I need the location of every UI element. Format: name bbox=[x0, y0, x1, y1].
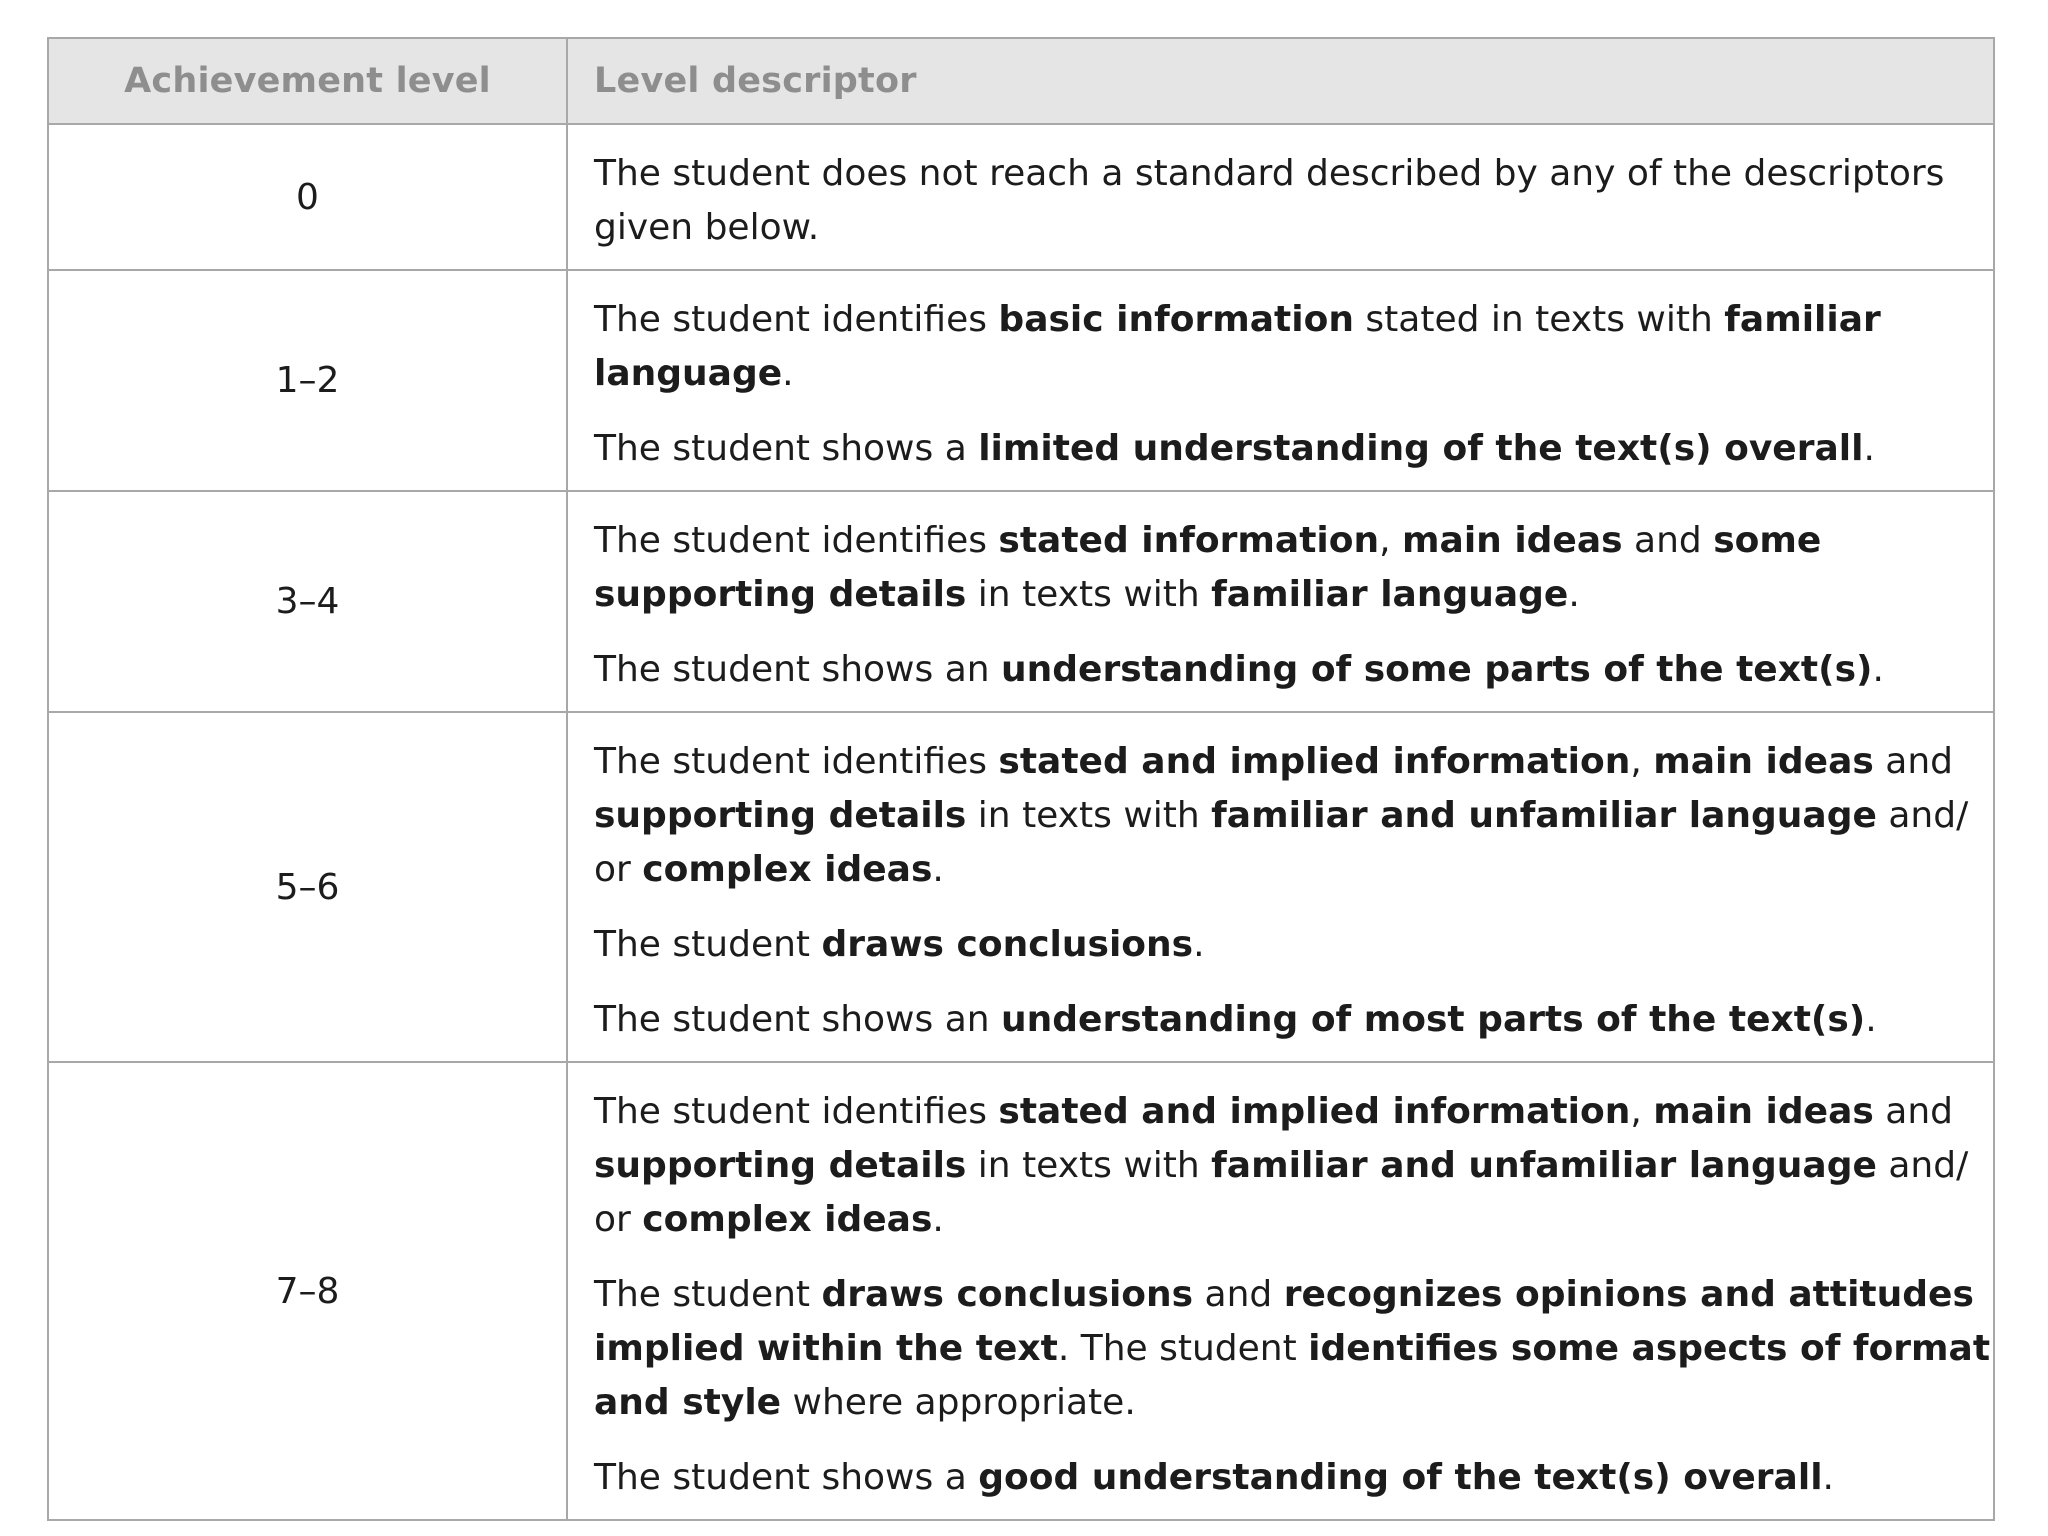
descriptor-text: in texts with bbox=[966, 1145, 1212, 1186]
descriptor-text: and bbox=[1622, 520, 1714, 561]
descriptor-paragraph bbox=[594, 993, 1953, 1047]
descriptor-text: . bbox=[1822, 1457, 1834, 1498]
descriptor-emphasis: supporting details bbox=[594, 574, 967, 615]
descriptor-text: , bbox=[1630, 741, 1654, 782]
descriptor-text: in texts with bbox=[966, 795, 1212, 836]
descriptor-emphasis: complex ideas bbox=[642, 849, 933, 890]
table-row bbox=[48, 491, 1994, 712]
descriptor-text: and bbox=[1873, 741, 1953, 782]
descriptor-text: The student shows a bbox=[594, 1457, 979, 1498]
descriptor-emphasis: implied within the text bbox=[594, 1328, 1058, 1369]
descriptor-emphasis: limited understanding of the text(s) overall bbox=[978, 428, 1864, 469]
descriptor-emphasis: familiar and unfamiliar language bbox=[1211, 1145, 1877, 1186]
descriptor-emphasis: supporting details bbox=[594, 1145, 967, 1186]
descriptor-text: . bbox=[1865, 999, 1877, 1040]
descriptor-emphasis: stated and implied information bbox=[998, 1091, 1631, 1132]
achievement-level-cell: 1–2 bbox=[48, 270, 567, 491]
descriptor-emphasis: familiar and unfamiliar language bbox=[1211, 795, 1877, 836]
descriptor-emphasis: stated information bbox=[998, 520, 1380, 561]
descriptor-paragraph bbox=[594, 1268, 1991, 1430]
descriptor-emphasis: main ideas bbox=[1653, 1091, 1874, 1132]
descriptor-emphasis: good understanding of the text(s) overall bbox=[978, 1457, 1823, 1498]
descriptor-emphasis: main ideas bbox=[1402, 520, 1623, 561]
descriptor-emphasis: main ideas bbox=[1653, 741, 1874, 782]
descriptor-text: The student identifies bbox=[594, 299, 999, 340]
descriptor-text: The student shows a bbox=[594, 428, 979, 469]
descriptor-text: The student identifies bbox=[594, 741, 999, 782]
descriptor-emphasis: understanding of most parts of the text(s) bbox=[1001, 999, 1866, 1040]
descriptor-text: The student does not reach a standard described by any of the descriptors bbox=[594, 153, 1945, 194]
descriptor-emphasis: complex ideas bbox=[642, 1199, 933, 1240]
rubric-table bbox=[47, 37, 1995, 1521]
descriptor-paragraph bbox=[594, 1085, 1969, 1247]
descriptor-text: , bbox=[1630, 1091, 1654, 1132]
descriptor-paragraph bbox=[594, 293, 1953, 401]
descriptor-text: stated in texts with bbox=[1353, 299, 1725, 340]
descriptor-text: The student bbox=[594, 924, 822, 965]
descriptor-emphasis: supporting details bbox=[594, 795, 967, 836]
descriptor-text: The student shows an bbox=[594, 649, 1002, 690]
descriptor-text: The student identifies bbox=[594, 520, 999, 561]
descriptor-paragraph bbox=[594, 735, 1969, 897]
descriptor-paragraph bbox=[594, 643, 1953, 697]
level-descriptor-cell bbox=[567, 491, 1994, 712]
descriptor-text: The student bbox=[594, 1274, 822, 1315]
descriptor-emphasis: some bbox=[1713, 520, 1822, 561]
descriptor-text: . bbox=[782, 353, 794, 394]
level-descriptor-cell bbox=[567, 1062, 1994, 1520]
table-row bbox=[48, 124, 1994, 270]
descriptor-text: The student shows an bbox=[594, 999, 1002, 1040]
descriptor-emphasis: basic information bbox=[998, 299, 1354, 340]
achievement-level-cell: 5–6 bbox=[48, 712, 567, 1062]
descriptor-text: or bbox=[594, 1199, 643, 1240]
descriptor-emphasis: familiar bbox=[1724, 299, 1881, 340]
descriptor-text: . bbox=[1568, 574, 1580, 615]
descriptor-text: where appropriate. bbox=[781, 1382, 1136, 1423]
achievement-level-cell: 3–4 bbox=[48, 491, 567, 712]
descriptor-text: The student identifies bbox=[594, 1091, 999, 1132]
table-row bbox=[48, 712, 1994, 1062]
level-descriptor-cell bbox=[567, 270, 1994, 491]
descriptor-emphasis: recognizes opinions and attitudes bbox=[1283, 1274, 1974, 1315]
header-row bbox=[48, 38, 1994, 124]
descriptor-text: given below. bbox=[594, 207, 820, 248]
descriptor-emphasis: understanding of some parts of the text(s) bbox=[1001, 649, 1873, 690]
descriptor-text: . bbox=[1872, 649, 1884, 690]
descriptor-text: . The student bbox=[1057, 1328, 1309, 1369]
descriptor-text: and/ bbox=[1876, 795, 1969, 836]
achievement-level-header: Achievement level bbox=[48, 38, 567, 124]
descriptor-emphasis: stated and implied information bbox=[998, 741, 1631, 782]
descriptor-paragraph bbox=[594, 918, 1953, 972]
descriptor-emphasis: draws conclusions bbox=[821, 924, 1194, 965]
descriptor-emphasis: identifies some aspects of format bbox=[1308, 1328, 1991, 1369]
descriptor-text: or bbox=[594, 849, 643, 890]
descriptor-text: . bbox=[1193, 924, 1205, 965]
descriptor-text: . bbox=[1863, 428, 1875, 469]
descriptor-emphasis: language bbox=[594, 353, 783, 394]
descriptor-emphasis: familiar language bbox=[1211, 574, 1569, 615]
descriptor-text: and bbox=[1193, 1274, 1284, 1315]
descriptor-paragraph bbox=[594, 422, 1953, 476]
descriptor-text: , bbox=[1379, 520, 1403, 561]
descriptor-text: and/ bbox=[1876, 1145, 1969, 1186]
table-row bbox=[48, 1062, 1994, 1520]
level-descriptor-header: Level descriptor bbox=[567, 38, 1994, 124]
descriptor-paragraph bbox=[594, 514, 1953, 622]
achievement-level-cell: 7–8 bbox=[48, 1062, 567, 1520]
achievement-level-cell: 0 bbox=[48, 124, 567, 270]
descriptor-text: and bbox=[1873, 1091, 1953, 1132]
level-descriptor-cell bbox=[567, 124, 1994, 270]
table-row bbox=[48, 270, 1994, 491]
descriptor-emphasis: and style bbox=[594, 1382, 782, 1423]
descriptor-paragraph bbox=[594, 147, 1953, 255]
descriptor-text: . bbox=[932, 849, 944, 890]
descriptor-text: . bbox=[932, 1199, 944, 1240]
level-descriptor-cell bbox=[567, 712, 1994, 1062]
descriptor-emphasis: draws conclusions bbox=[821, 1274, 1194, 1315]
descriptor-text: in texts with bbox=[966, 574, 1212, 615]
descriptor-paragraph bbox=[594, 1451, 1953, 1505]
